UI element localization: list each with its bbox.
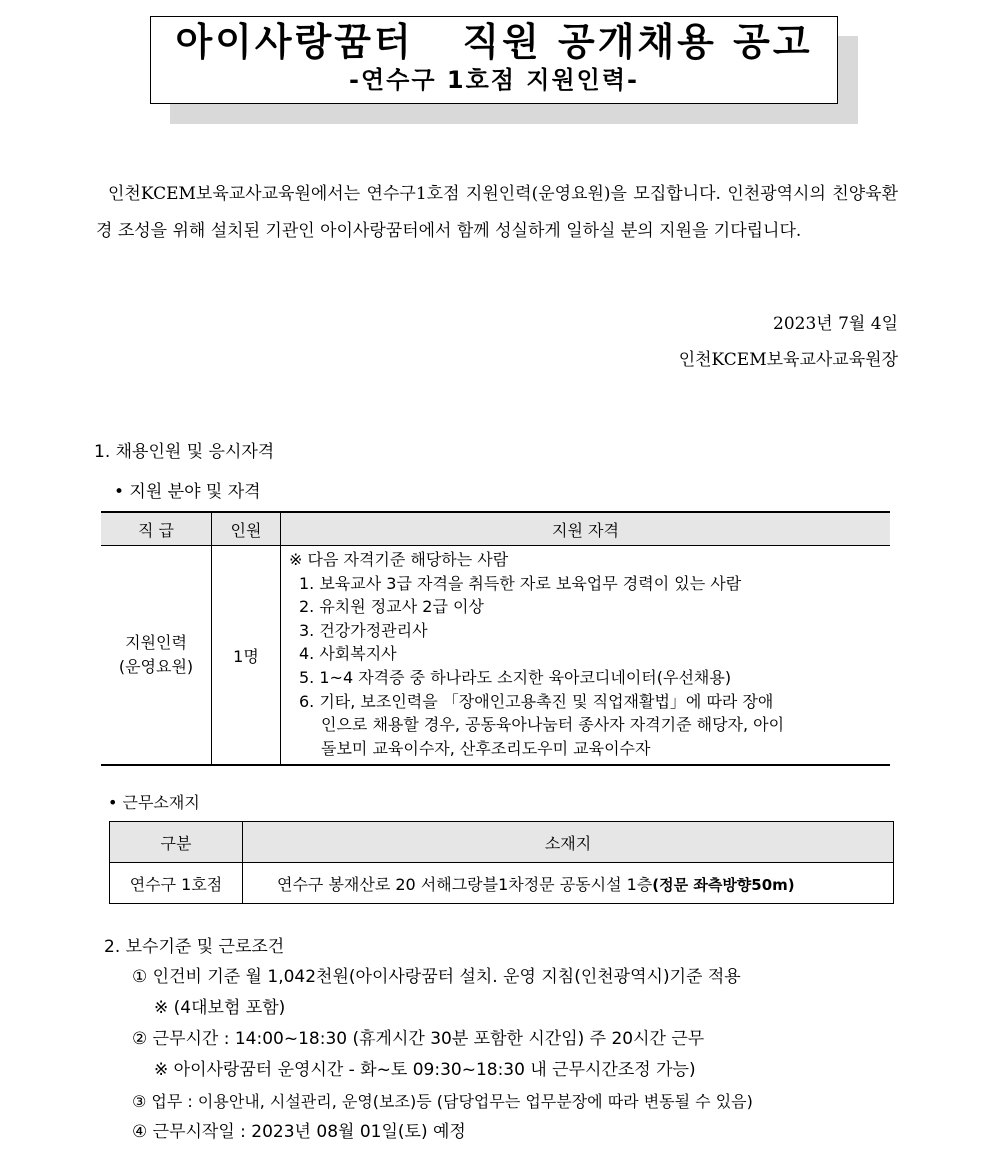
qualification-table [101,511,890,766]
qual-item: 4. 사회복지사 [299,644,397,664]
title-box [150,16,838,104]
count-cell: 1명 [212,546,281,766]
qualification-cell [281,546,891,766]
qual-item: 6. 기타, 보조인력을 「장애인고용촉진 및 직업재활법」에 따라 장애 [299,691,774,711]
rank-line2: (운영요원) [118,657,194,677]
address-cell [243,863,894,904]
rank-cell [101,546,212,766]
header-rank: 직 급 [101,512,212,546]
section2-heading: 2. 보수기준 및 근로조건 [104,937,285,957]
page-subtitle: -연수구 1호점 지원인력- [349,66,639,94]
pay-note: ※ (4대보험 포함) [154,998,286,1018]
qual-item: 5. 1~4 자격증 중 하나라도 소지한 육아코디네이터(우선채용) [299,667,732,687]
pay-conditions [132,962,753,1148]
table-row [101,546,890,766]
pay-note: ※ 아이사랑꿈터 운영시간 - 화~토 09:30~18:30 내 근무시간조정 가능) [154,1060,696,1080]
pay-item: ④ 근무시작일 : 2023년 08월 01일(토) 예정 [132,1122,466,1142]
header-qualification: 지원 자격 [281,512,891,546]
location-bullet: • 근무소재지 [108,793,200,812]
address-direction: (정문 좌측방향50m) [652,875,795,894]
section1-bullet: • 지원 분야 및 자격 [114,482,261,502]
rank-line1: 지원인력 [125,633,187,653]
location-table [109,821,894,904]
intro-paragraph [96,176,898,250]
signer: 인천KCEM보육교사교육원장 [678,350,898,370]
notice-date: 2023년 7월 4일 [773,314,898,334]
qual-item: 2. 유치원 정교사 2급 이상 [299,597,484,617]
header-count: 인원 [212,512,281,546]
section1-heading: 1. 채용인원 및 응시자격 [94,442,275,462]
pay-item: ① 인건비 기준 월 1,042천원(아이사랑꿈터 설치. 운영 지침(인천광역시)기준 적용 [132,967,741,987]
qual-item: 1. 보육교사 3급 자격을 취득한 자로 보육업무 경력이 있는 사람 [299,573,742,593]
pay-item: ② 근무시간 : 14:00~18:30 (휴게시간 30분 포함한 시간임) 주 20시간 근무 [132,1029,705,1049]
pay-item: ③ 업무 : 이용안내, 시설관리, 운영(보조)등 (담당업무는 업무분장에 따라 변동될 수 있음) [132,1092,753,1111]
header-branch: 구분 [110,822,243,863]
qual-item-continued: 인으로 채용할 경우, 공동육아나눔터 종사자 자격기준 해당자, 아이 [321,715,785,735]
qual-item-continued: 돌보미 교육이수자, 산후조리도우미 교육이수자 [321,738,651,758]
address-text: 연수구 봉재산로 20 서해그랑블1차정문 공동시설 1층 [277,874,653,894]
header-address: 소재지 [243,822,894,863]
date-block [679,308,898,376]
table-header-row [110,822,894,863]
table-row [110,863,894,904]
qual-intro: ※ 다음 자격기준 해당하는 사람 [289,550,509,569]
branch-cell: 연수구 1호점 [110,863,243,904]
intro-text: 인천KCEM보육교사교육원에서는 연수구1호점 지원인력(운영요원)을 모집합니다. 인천광역시의 친양육환경 조성을 위해 설치된 기관인 아이사랑꿈터에서 함께 성실하게 일하실 분의 지원을 기다립니다. [96,184,898,241]
table-header-row [101,512,890,546]
qual-item: 3. 건강가정관리사 [299,620,428,640]
page-title: 아이사랑꿈터 직원 공개채용 공고 [175,20,813,64]
